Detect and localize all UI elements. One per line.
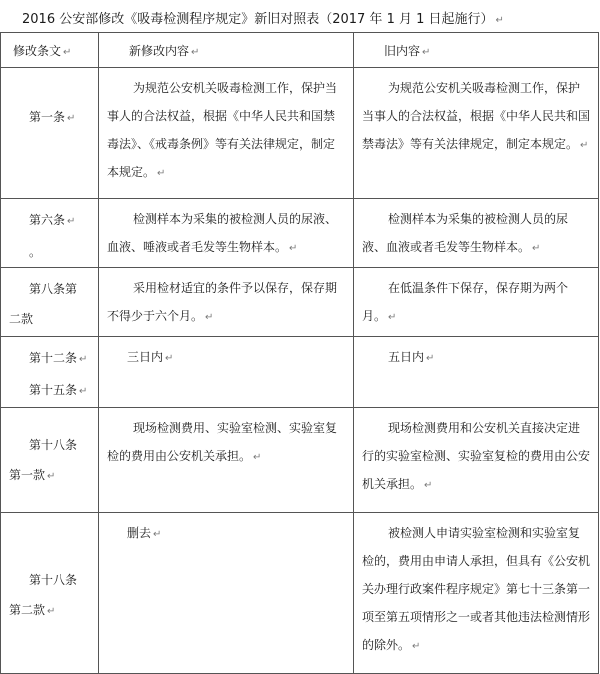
new-content-cell: 删去 ↵ <box>99 513 354 674</box>
new-content-cell: 为规范公安机关吸毒检测工作，保护当事人的合法权益，根据《中华人民共和国禁毒法》、《戒毒条例》等有关法律规定，制定本规定。 ↵ <box>99 68 354 199</box>
new-content-cell: 检测样本为采集的被检测人员的尿液、血液、唾液或者毛发等生物样本。 ↵ <box>99 199 354 268</box>
table-row <box>1 408 599 513</box>
article-cell: 第六条 ↵ 。 <box>1 199 99 268</box>
article-cell: 第一条 ↵ <box>1 68 99 199</box>
old-content-cell: 现场检测费用和公安机关直接决定进行的实验室检测、实验室复检的费用由公安机关承担。 ↵ <box>354 408 599 513</box>
article-cell: 第十八条 第一款 ↵ <box>1 408 99 513</box>
article-cell: 第八条第 二款 <box>1 268 99 337</box>
old-content-cell: 在低温条件下保存，保存期为两个月。 ↵ <box>354 268 599 337</box>
old-content-cell: 五日内 ↵ <box>354 337 599 408</box>
old-content-cell: 被检测人申请实验室检测和实验室复检的，费用由申请人承担，但具有《公安机关办理行政案件程序规定》第七十三条第一项至第五项情形之一或者其他违法检测情形的除外。 ↵ <box>354 513 599 674</box>
table-row <box>1 513 599 674</box>
document-title: 2016 公安部修改《吸毒检测程序规定》新旧对照表（2017 年 1 月 1 日起施行） ↵ <box>22 12 504 27</box>
table-row <box>1 199 599 268</box>
new-content-cell: 三日内 ↵ <box>99 337 354 408</box>
table-row <box>1 268 599 337</box>
table-row <box>1 68 599 199</box>
new-content-cell: 现场检测费用、实验室检测、实验室复检的费用由公安机关承担。 ↵ <box>99 408 354 513</box>
table-header-row <box>1 33 599 68</box>
new-content-cell: 采用检材适宜的条件予以保存，保存期不得少于六个月。 ↵ <box>99 268 354 337</box>
table-row <box>1 337 599 408</box>
header-old-content: 旧内容 ↵ <box>354 33 599 68</box>
article-cell: 第十二条 ↵ 第十五条 ↵ <box>1 337 99 408</box>
header-new-content: 新修改内容 ↵ <box>99 33 354 68</box>
article-cell: 第十八条 第二款 ↵ <box>1 513 99 674</box>
header-article: 修改条文 ↵ <box>1 33 99 68</box>
old-content-cell: 为规范公安机关吸毒检测工作，保护当事人的合法权益，根据《中华人民共和国禁毒法》等有关法律规定，制定本规定。 ↵ <box>354 68 599 199</box>
comparison-table <box>0 32 599 674</box>
old-content-cell: 检测样本为采集的被检测人员的尿液、血液或者毛发等生物样本。 ↵ <box>354 199 599 268</box>
